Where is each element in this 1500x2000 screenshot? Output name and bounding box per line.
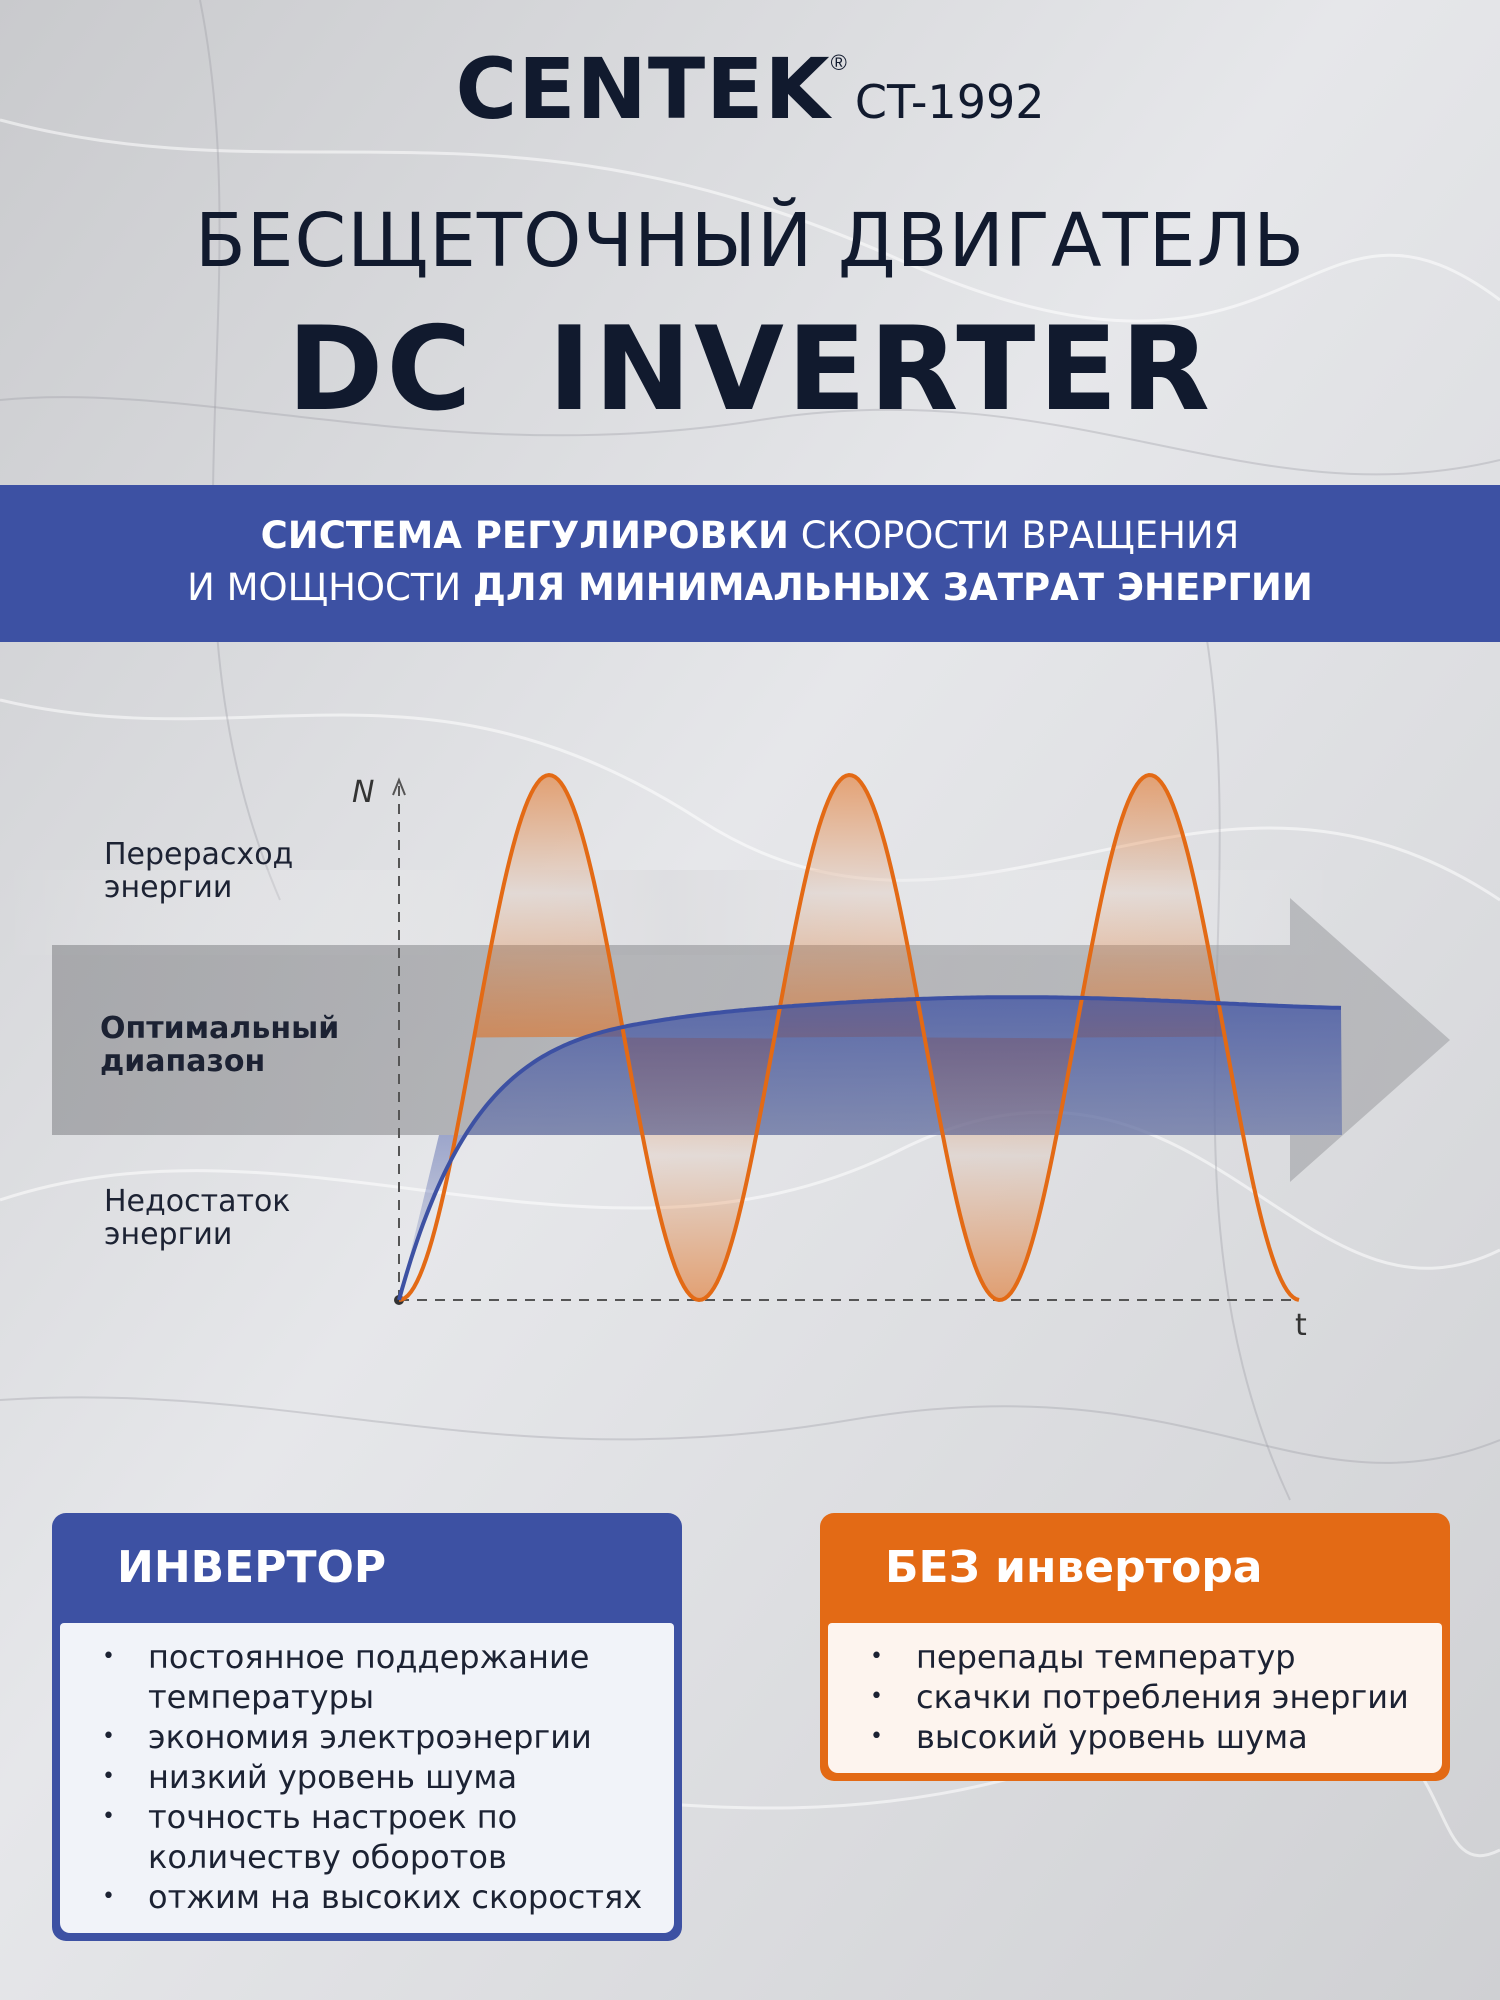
registered-mark: ®	[830, 50, 847, 75]
model-number: CT-1992	[854, 75, 1045, 129]
list-item: • отжим на высоких скоростях	[90, 1877, 654, 1917]
list-item: • постоянное поддержание температуры	[90, 1637, 654, 1717]
subheadline: DC INVERTER	[287, 302, 1213, 437]
list-item: • скачки потребления энергии	[858, 1677, 1422, 1717]
zone-label-under	[104, 1185, 290, 1251]
y-axis-label: N	[352, 775, 375, 810]
inverter-card-title: ИНВЕРТОР	[117, 1542, 387, 1593]
inverter-card-body	[60, 1623, 674, 1933]
list-item: • экономия электроэнергии	[90, 1717, 654, 1757]
zone-over-line2: энергии	[104, 870, 233, 905]
banner-line2-bold: ДЛЯ МИНИМАЛЬНЫХ ЗАТРАТ ЭНЕРГИИ	[472, 566, 1313, 609]
list-item: • низкий уровень шума	[90, 1757, 654, 1797]
list-item: • точность настроек по количеству оборотов	[90, 1797, 654, 1877]
list-item: • перепады температур	[858, 1637, 1422, 1677]
zone-label-over	[104, 838, 293, 904]
zone-label-optimal	[100, 1012, 339, 1078]
no-inverter-card-title: БЕЗ инвертора	[885, 1542, 1263, 1593]
zone-over-line1: Перерасход	[104, 837, 294, 872]
zone-optimal-line1: Оптимальный	[100, 1011, 340, 1046]
x-axis-label: t	[1295, 1308, 1307, 1343]
inverter-feature-list	[90, 1637, 654, 1917]
no-inverter-card-body	[828, 1623, 1442, 1773]
inverter-card	[52, 1513, 682, 1941]
banner-line1-regular: СКОРОСТИ ВРАЩЕНИЯ	[788, 514, 1240, 557]
banner-line2-regular: И МОЩНОСТИ	[187, 566, 473, 609]
headline: БЕСЩЕТОЧНЫЙ ДВИГАТЕЛЬ	[195, 198, 1305, 284]
zone-under-line2: энергии	[104, 1217, 233, 1252]
zone-optimal-line2: диапазон	[100, 1044, 266, 1079]
banner-line1-bold: СИСТЕМА РЕГУЛИРОВКИ	[260, 514, 789, 557]
zone-under-line1: Недостаток	[104, 1184, 291, 1219]
no-inverter-feature-list	[858, 1637, 1422, 1757]
list-item: • высокий уровень шума	[858, 1717, 1422, 1757]
no-inverter-card	[820, 1513, 1450, 1781]
brand-logo: CENTEK	[455, 40, 831, 138]
